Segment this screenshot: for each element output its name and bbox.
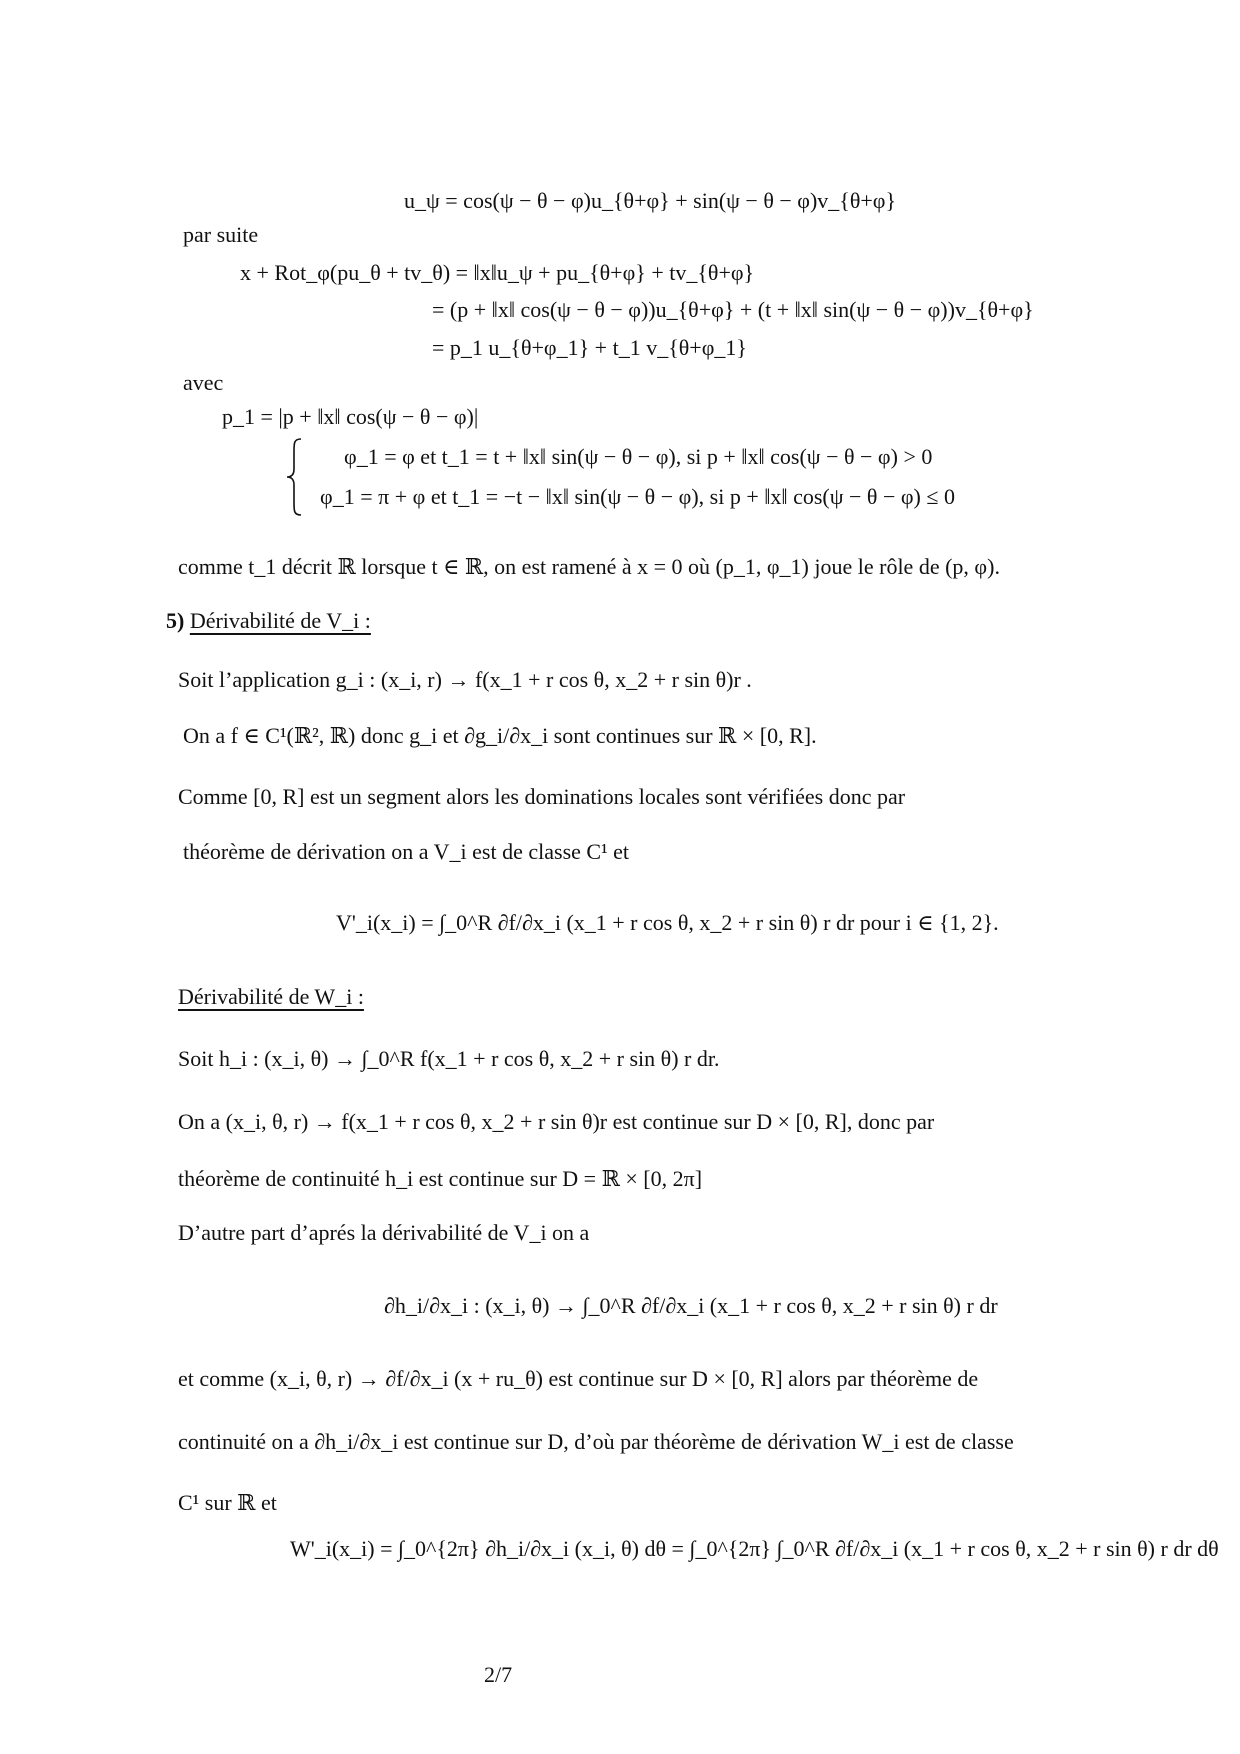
equation-case-1: φ_1 = φ et t_1 = t + ‖x‖ sin(ψ − θ − φ), si p + ‖x‖ cos(ψ − θ − φ) > 0 <box>344 444 933 469</box>
text-soit-g: Soit l’application g_i : (x_i, r) → f(x_1 + r cos θ, x_2 + r sin θ)r . <box>178 667 752 692</box>
text-comme-segment: Comme [0, R] est un segment alors les dominations locales sont vérifiées donc par <box>178 784 906 809</box>
text-avec: avec <box>183 370 224 395</box>
text-comme-t1: comme t_1 décrit ℝ lorsque t ∈ ℝ, on est ramené à x = 0 où (p_1, φ_1) joue le rôle de (p, φ). <box>178 554 1000 579</box>
equation-dh-dx: ∂h_i/∂x_i : (x_i, θ) → ∫_0^R ∂f/∂x_i (x_1 + r cos θ, x_2 + r sin θ) r dr <box>384 1293 998 1318</box>
text-on-a-f: On a f ∈ C¹(ℝ², ℝ) donc g_i et ∂g_i/∂x_i sont continues sur ℝ × [0, R]. <box>183 723 817 748</box>
equation-rot-3: = p_1 u_{θ+φ_1} + t_1 v_{θ+φ_1} <box>432 335 747 360</box>
text-theoreme-derivation: théorème de dérivation on a V_i est de classe C¹ et <box>183 839 630 864</box>
case-brace <box>285 437 305 517</box>
text-on-a-continue: On a (x_i, θ, r) → f(x_1 + r cos θ, x_2 + r sin θ)r est continue sur D × [0, R], donc par <box>178 1109 935 1134</box>
heading-derivabilite-w: Dérivabilité de W_i : <box>178 984 364 1009</box>
text-par-suite: par suite <box>183 222 259 247</box>
equation-w-prime: W'_i(x_i) = ∫_0^{2π} ∂h_i/∂x_i (x_i, θ) dθ = ∫_0^{2π} ∫_0^R ∂f/∂x_i (x_1 + r cos θ, x_2 + r sin θ) r dr dθ <box>290 1536 1219 1561</box>
text-dautre-part: D’autre part d’aprés la dérivabilité de V_i on a <box>178 1220 590 1245</box>
page-number: 2/7 <box>484 1662 513 1687</box>
text-theoreme-continuite: théorème de continuité h_i est continue sur D = ℝ × [0, 2π] <box>178 1166 703 1191</box>
text-soit-h: Soit h_i : (x_i, θ) → ∫_0^R f(x_1 + r cos θ, x_2 + r sin θ) r dr. <box>178 1046 720 1071</box>
equation-rot-2: = (p + ‖x‖ cos(ψ − θ − φ))u_{θ+φ} + (t + ‖x‖ sin(ψ − θ − φ))v_{θ+φ} <box>432 297 1034 322</box>
section-5-heading <box>166 610 371 632</box>
text-et-comme: et comme (x_i, θ, r) → ∂f/∂x_i (x + ru_θ) est continue sur D × [0, R] alors par théorème de <box>178 1366 979 1391</box>
equation-p1: p_1 = |p + ‖x‖ cos(ψ − θ − φ)| <box>222 404 479 429</box>
equation-rot-1: x + Rot_φ(pu_θ + tv_θ) = ‖x‖u_ψ + pu_{θ+φ} + tv_{θ+φ} <box>240 260 755 285</box>
text-c1-sur-r: C¹ sur ℝ et <box>178 1490 277 1515</box>
text-continuite-on-a: continuité on a ∂h_i/∂x_i est continue sur D, d’où par théorème de dérivation W_i est de classe <box>178 1429 1014 1454</box>
section-title: Dérivabilité de V_i : <box>189 608 371 633</box>
equation-u-psi: u_ψ = cos(ψ − θ − φ)u_{θ+φ} + sin(ψ − θ − φ)v_{θ+φ} <box>404 188 897 213</box>
equation-case-2: φ_1 = π + φ et t_1 = −t − ‖x‖ sin(ψ − θ − φ), si p + ‖x‖ cos(ψ − θ − φ) ≤ 0 <box>320 484 955 509</box>
equation-v-prime: V'_i(x_i) = ∫_0^R ∂f/∂x_i (x_1 + r cos θ, x_2 + r sin θ) r dr pour i ∈ {1, 2}. <box>336 910 999 935</box>
section-number: 5) <box>166 608 185 633</box>
